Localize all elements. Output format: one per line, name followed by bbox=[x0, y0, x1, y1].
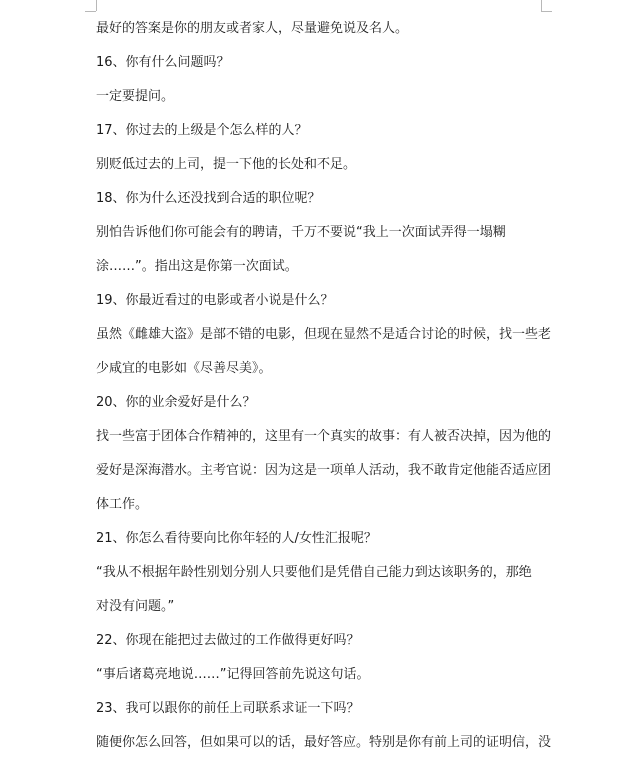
question-23: 23、我可以跟你的前任上司联系求证一下吗？ bbox=[96, 701, 360, 716]
question-20: 20、你的业余爱好是什么？ bbox=[96, 395, 256, 410]
answer-line: 少咸宜的电影如《尽善尽美》。 bbox=[96, 361, 272, 376]
answer-line: 别怕告诉他们你可能会有的聘请，千万不要说“我上一次面试弄得一塌糊 bbox=[96, 225, 506, 240]
question-19: 19、你最近看过的电影或者小说是什么？ bbox=[96, 293, 334, 308]
answer-line: 对没有问题。” bbox=[96, 599, 175, 614]
answer-line: 涂……”。指出这是你第一次面试。 bbox=[96, 259, 298, 274]
answer-line: 体工作。 bbox=[96, 497, 149, 512]
question-21: 21、你怎么看待要向比你年轻的人/女性汇报呢？ bbox=[96, 531, 377, 546]
answer-line: “我从不根据年龄性别划分别人只要他们是凭借自己能力到达该职务的，那绝 bbox=[96, 565, 532, 580]
answer-line: 别贬低过去的上司，提一下他的长处和不足。 bbox=[96, 157, 357, 172]
body-text bbox=[96, 12, 552, 760]
question-18: 18、你为什么还没找到合适的职位呢？ bbox=[96, 191, 321, 206]
question-16: 16、你有什么问题吗？ bbox=[96, 55, 230, 70]
crop-mark-left-horizontal bbox=[85, 11, 96, 12]
answer-line: 一定要提问。 bbox=[96, 89, 175, 104]
question-17: 17、你过去的上级是个怎么样的人？ bbox=[96, 123, 308, 138]
answer-line: 找一些富于团体合作精神的，这里有一个真实的故事：有人被否决掉，因为他的 bbox=[96, 429, 552, 444]
answer-line: 虽然《雌雄大盗》是部不错的电影，但现在显然不是适合讨论的时候，找一些老 bbox=[96, 327, 552, 342]
answer-line: “事后诸葛亮地说……”记得回答前先说这句话。 bbox=[96, 667, 370, 682]
answer-line: 随便你怎么回答，但如果可以的话，最好答应。特别是你有前上司的证明信，没 bbox=[96, 735, 552, 750]
crop-mark-right-vertical bbox=[541, 0, 542, 11]
answer-line: 爱好是深海潜水。主考官说：因为这是一项单人活动，我不敢肯定他能否适应团 bbox=[96, 463, 552, 478]
crop-mark-left-vertical bbox=[96, 0, 97, 11]
question-22: 22、你现在能把过去做过的工作做得更好吗？ bbox=[96, 633, 360, 648]
answer-line: 最好的答案是你的朋友或者家人，尽量避免说及名人。 bbox=[96, 21, 409, 36]
